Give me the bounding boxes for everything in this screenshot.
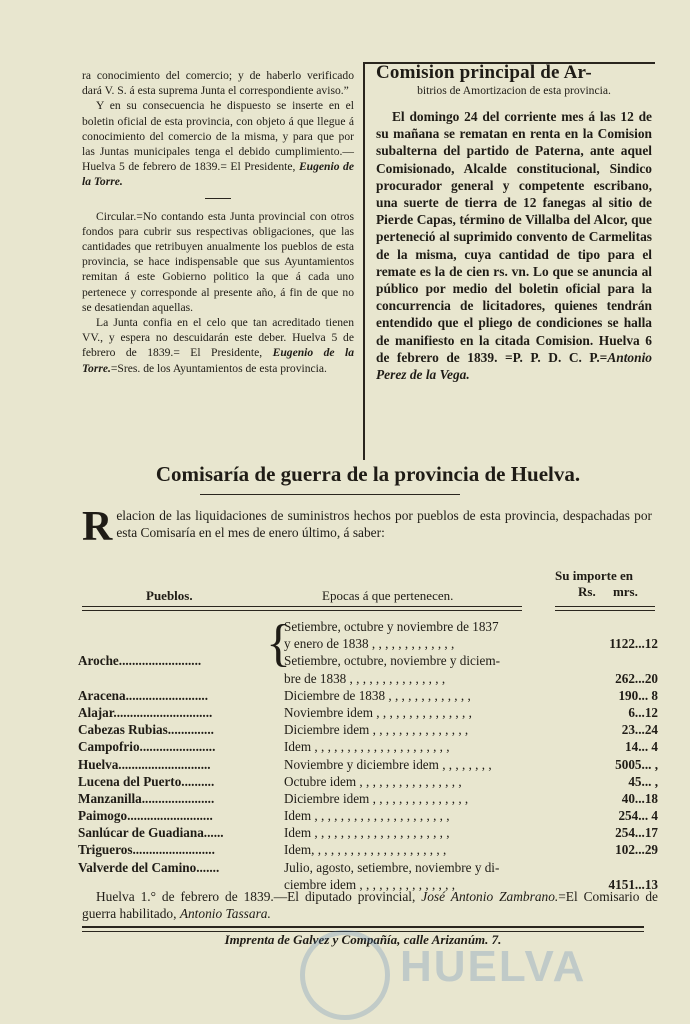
- imprint: Imprenta de Galvez y Compañía, calle Arizanúm. 7.: [224, 932, 502, 947]
- header-epocas: Epocas á que pertenecen.: [322, 588, 454, 603]
- aroche-brace: {: [266, 615, 291, 672]
- watermark: [280, 930, 640, 1020]
- table-row: [78, 790, 658, 807]
- table-row: [78, 704, 658, 721]
- header-rule-left: [82, 606, 522, 611]
- row-epoca: bre de 1838 , , , , , , , , , , , , , , ,: [284, 670, 446, 686]
- row-pueblo: Trigueros.........................: [78, 842, 215, 858]
- row-pueblo: Lucena del Puerto..........: [78, 773, 215, 789]
- row-pueblo: Cabezas Rubias..............: [78, 722, 214, 738]
- row-epoca: y enero de 1838 , , , , , , , , , , , , ,: [284, 636, 455, 652]
- row-importe: 6...12: [628, 704, 658, 720]
- left-column: [82, 68, 354, 376]
- table-row: [78, 635, 658, 652]
- signoff-name-2: Antonio Tassara.: [179, 906, 271, 921]
- row-pueblo: Valverde del Camino.......: [78, 859, 220, 875]
- row-pueblo: Paimogo..........................: [78, 808, 213, 824]
- table-row: [78, 721, 658, 738]
- row-epoca: Setiembre, octubre y noviembre de 1837: [284, 619, 499, 634]
- left-paragraph-4-end: =Sres. de los Ayuntamientos de esta provincia.: [110, 361, 327, 375]
- row-epoca: Noviembre idem , , , , , , , , , , , , , , ,: [284, 704, 472, 720]
- right-column-subtitle: bitrios de Amortizacion de esta provincia.: [417, 84, 611, 97]
- table-row: [78, 824, 658, 841]
- section-intro: [82, 504, 652, 550]
- header-rule-right: [555, 606, 655, 611]
- table-row: [78, 841, 658, 858]
- row-epoca: Julio, agosto, setiembre, noviembre y di-: [284, 859, 500, 875]
- header-importe: Su importe en: [555, 568, 633, 583]
- table-row: [78, 618, 658, 635]
- row-importe: 262...20: [615, 670, 658, 686]
- row-importe: 45... ,: [628, 773, 658, 789]
- row-pueblo: Huelva............................: [78, 756, 211, 772]
- row-epoca: Idem , , , , , , , , , , , , , , , , , , , , ,: [284, 825, 450, 841]
- row-epoca: Diciembre de 1838 , , , , , , , , , , , , ,: [284, 687, 471, 703]
- left-paragraph-2-signature: Eugenio de la Torre.: [82, 160, 354, 189]
- signoff-text: Huelva 1.° de febrero de 1839.—El diputado provincial,: [96, 889, 416, 904]
- row-importe: 254...17: [615, 825, 658, 841]
- row-epoca: Setiembre, octubre, noviembre y diciem-: [284, 653, 501, 669]
- header-rs-mrs: Rs. mrs.: [578, 584, 638, 599]
- left-paragraph-2-text: Y en su consecuencia he dispuesto se inserte en el boletin oficial de esta provincia, con objeto á que llegue á conocimiento del comercio de la misma, y para que por las Juntas municipales tenga el debido cumplimiento.—Huelva 5 de febrero de 1839.= El Presidente,: [82, 99, 354, 174]
- section-intro-text: elacion de las liquidaciones de suministros hechos por pueblos de esta provincia, despachadas por esta Comisaría en el mes de enero último, á saber:: [116, 508, 652, 540]
- row-pueblo: Alajar..............................: [78, 704, 213, 720]
- right-column: [376, 62, 652, 383]
- row-importe: 4151...13: [608, 876, 658, 892]
- left-paragraph-4-text: La Junta confia en el celo que tan acreditado tienen VV., y espera no descuidarán este deber. Huelva 5 de febrero de 1839.= El Presidente,: [82, 316, 354, 360]
- left-paragraph-3: Circular.=No contando esta Junta provincial con otros fondos para cubrir sus respectivas obligaciones, que las cantidades que retribuyen anualmente los pueblos de esta provincia, se hace indispensable que sus Ayuntamientos remitan á este Gobierno politico la que á cada uno pertenece y corresponde al presente año, á fin de que no se desatiendan aquellas.: [82, 209, 354, 314]
- row-importe: 14... 4: [625, 739, 658, 755]
- left-paragraph-2: [82, 98, 354, 189]
- right-column-title: Comision principal de Ar-: [376, 62, 592, 83]
- table-row: [78, 807, 658, 824]
- row-epoca: Octubre idem , , , , , , , , , , , , , , , ,: [284, 773, 462, 789]
- section-title-rule: [200, 494, 460, 495]
- row-importe: 102...29: [615, 842, 658, 858]
- row-epoca: ciembre idem , , , , , , , , , , , , , , ,: [284, 876, 456, 892]
- drop-cap: R: [82, 504, 113, 550]
- header-pueblos: Pueblos.: [146, 588, 193, 603]
- row-epoca: Idem, , , , , , , , , , , , , , , , , , , , ,: [284, 842, 447, 858]
- ledger-table: [78, 615, 658, 893]
- row-pueblo: Aracena.........................: [78, 687, 209, 703]
- table-row: [78, 773, 658, 790]
- row-epoca: Idem , , , , , , , , , , , , , , , , , , , , ,: [284, 739, 450, 755]
- row-pueblo: Aroche.........................: [78, 653, 202, 669]
- table-row: [78, 687, 658, 704]
- signoff-end: =El Comisario de guerra habilitado,: [82, 889, 658, 921]
- table-row: [78, 756, 658, 773]
- row-pueblo: Sanlúcar de Guadiana......: [78, 825, 224, 841]
- left-paragraph-1: ra conocimiento del comercio; y de haberlo verificado dará V. S. á esta suprema Junta el correspondiente aviso.”: [82, 69, 354, 98]
- table-row: [78, 652, 658, 669]
- row-epoca: Noviembre y diciembre idem , , , , , , , ,: [284, 756, 492, 772]
- section-title: Comisaría de guerra de la provincia de Huelva.: [155, 462, 581, 486]
- signoff-name: José Antonio Zambrano.: [421, 889, 559, 904]
- row-epoca: Idem , , , , , , , , , , , , , , , , , , , , ,: [284, 808, 450, 824]
- column-divider: [363, 62, 365, 460]
- watermark-seal-icon: [300, 930, 390, 1020]
- row-importe: 40...18: [621, 790, 658, 806]
- signoff: [82, 888, 658, 922]
- row-pueblo: Manzanilla......................: [78, 790, 215, 806]
- table-row: [78, 859, 658, 876]
- row-epoca: Diciembre idem , , , , , , , , , , , , , , ,: [284, 722, 469, 738]
- section-separator: [205, 198, 231, 199]
- watermark-text: HUELVA: [400, 942, 587, 991]
- right-column-body: [376, 108, 652, 383]
- row-importe: 190... 8: [618, 687, 658, 703]
- left-paragraph-4-signature: Eugenio de la Torre.: [82, 346, 354, 375]
- table-row: [78, 738, 658, 755]
- row-pueblo: Campofrio.......................: [78, 739, 216, 755]
- row-importe: 254... 4: [618, 808, 658, 824]
- row-epoca: Diciembre idem , , , , , , , , , , , , , , ,: [284, 790, 469, 806]
- right-column-body-text: El domingo 24 del corriente mes á las 12 de su mañana se rematan en renta en la Comision subalterna del partido de Paterna, ante aquel Comisionado, Alcalde constitucional, Sindico procurador general y competente escribano, una suerte de tierra de 12 fanegas al sitio de Pierde Capas, término de Villalba del Alcor, que perteneció al suprimido convento de Carmelitas de la misma, cuya cantidad de tipo para el remate es la de cien rs. vn. Lo que se anuncia al público por medio del boletin oficial para la concurrencia de licitadores, quienes tendrán entendido que el pliego de condiciones se halla de manifiesto en la citada Comision. Huelva 6 de febrero de 1839. =P. P. D. C. P.=: [376, 109, 652, 365]
- row-importe: 5005... ,: [615, 756, 658, 772]
- row-importe: 23...24: [621, 722, 658, 738]
- left-paragraph-4: [82, 315, 354, 376]
- right-column-signature: Antonio Perez de la Vega.: [376, 349, 652, 383]
- table-row: [78, 670, 658, 687]
- row-importe: 1122...12: [609, 636, 658, 652]
